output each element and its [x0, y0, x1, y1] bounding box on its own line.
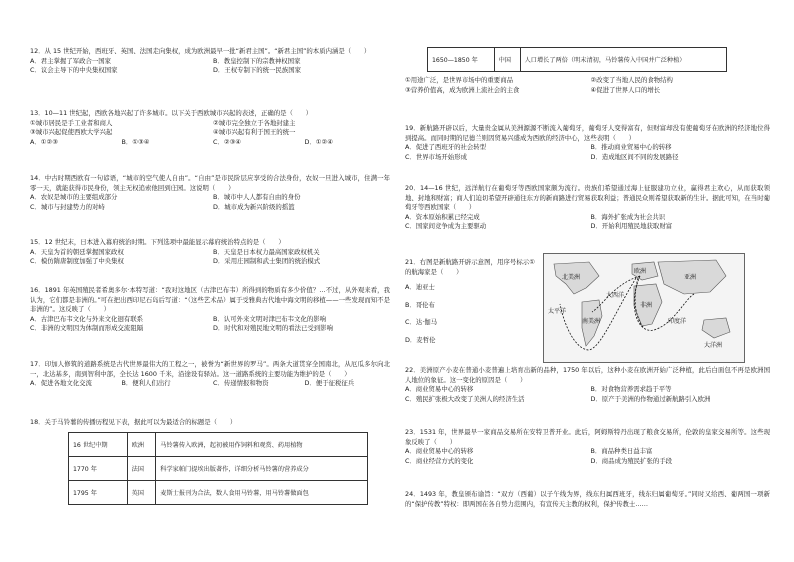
question-stem: 12．从 15 世纪开始，西班牙、英国、法国走向集权，成为欧洲最早一批“新君主国”。“新君主国”的本质内涵是（ ）: [30, 47, 371, 55]
option-b: B．天皇是日本权力最高国家政权机关: [213, 247, 320, 256]
option-b: B．①③④: [121, 137, 150, 146]
table-cell-event: 科学家帕门提埃出版著作，详细分析马铃薯的营养成分: [156, 457, 368, 481]
option-c: C．非洲的文明因为体制而形成交流阻隔: [30, 324, 144, 333]
map-label-europe: 欧洲: [634, 268, 647, 275]
question-16: [30, 286, 390, 334]
option-b: B．推动商业贸易中心的转移: [590, 143, 672, 152]
map-label-asia: 亚洲: [684, 274, 697, 281]
question-stem: 20．14—16 世纪，远洋航行在葡萄牙等西欧国家颇为流行。贵族们希望通过海上征服建功立业，赢得君主欢心，从而获取领地、封地和财富；商人们迫切希望开辟通往东方的新商路进行贸易获取利益；普通民众则希望获取新的生计。据此可知，在当时葡萄牙等西欧国家（ ）: [405, 184, 770, 212]
question-stem: 15．12 世纪末，日本进入幕府统治时期。下列选项中最能显示幕府统治特点的是（ ）: [30, 238, 285, 246]
option-c: C．达·伽马: [405, 318, 438, 327]
option-c: C．国家间竞争成为主要驱动: [405, 222, 487, 231]
question-stem: 21．右图是新航路开辟示意图，用序号标示①的航海家是（ ）: [405, 258, 535, 276]
option-c: C．世界市场开始形成: [405, 152, 467, 161]
potato-table-continued: [427, 47, 727, 72]
option-d: ④促进了世界人口的增长: [590, 85, 661, 94]
option-d: D．时代和对殖民地文明的看法已受到影响: [213, 324, 333, 333]
map-label-africa: 非洲: [640, 302, 653, 309]
statement-1: ①城市居民是手工业者和商人: [30, 118, 113, 127]
option-c: C．传递情报和物资: [213, 379, 269, 388]
table-cell-event: 马铃薯传入欧洲，起初被用作饲料和观赏、药用植物: [156, 433, 368, 457]
question-14: [30, 174, 390, 212]
new-sea-routes-map: [543, 253, 745, 363]
map-label-pacific-ocean: 太平洋: [548, 308, 567, 315]
table-cell-period: 1795 年: [69, 481, 128, 505]
statement-3: ③城市兴起促使西欧大学兴起: [30, 128, 113, 137]
option-b: B．哥伦布: [405, 300, 435, 309]
question-stem: 24．1493 年，教皇颁布谕旨：“双方（西葡）以子午线为界，线东归属西班牙，线东归属葡萄牙。”同时又给西、葡两国一项新的“保护传教”特权：即两国在各自势力范围内，有宣传天主教的权利，保护传教士……: [405, 490, 770, 508]
option-c: C．议会主导下的中央集权国家: [30, 66, 118, 75]
table-cell-event: 人口增长了两倍（明末清初，马铃薯传入中国并广泛种植）: [520, 48, 726, 72]
question-20: [405, 184, 770, 232]
option-b: ②改变了当地人民的食物结构: [590, 76, 673, 84]
table-cell-region: 法国: [127, 457, 156, 481]
option-a: A．古津巴布韦文化与外来文化迥有联系: [30, 314, 144, 323]
option-c: C．商业经营方式的变化: [405, 456, 474, 465]
question-18-options: [405, 76, 770, 95]
table-cell-region: 英国: [127, 481, 156, 505]
question-stem: 14．中古时期西欧有一句谚语，“城市的空气使人自由”。“自由”是市民阶层应享受的合法身份，农奴一旦进入城市，住满一年零一天，就能获得市民身份，领主无权追索他回到庄园。这说明（ ）: [30, 174, 390, 192]
option-d: D．采用庄园制和武士集团的统治模式: [213, 257, 321, 266]
option-a: A．资本原始积累已经完成: [405, 212, 480, 221]
table-cell-event: 麦斯士报刊为合法，数人食用马铃薯，用马铃薯做面包: [156, 481, 368, 505]
option-b: B．认可外来文明对津巴布韦文化的影响: [213, 314, 327, 323]
question-stem: 23．1531 年，世界最早一家商品交易所在安特卫普开业。此后，阿姆斯特丹出现了粮食交易所，伦敦的皇家交易所等。这些现象反映了（ ）: [405, 428, 770, 446]
option-c: C．殖民扩张极大改变了美洲人的经济生活: [405, 394, 525, 403]
table-row: [69, 481, 368, 505]
option-a: ①用途广泛，是世界市场中的重要商品: [405, 76, 513, 84]
question-stem: 19．新航路开辟以后，大量贵金属从美洲源源不断流入葡萄牙，葡萄牙人变得富有，但财富却没有使葡萄牙在欧洲的经济地位得到提高。而同时期的尼德兰则因贸易兴盛成为西欧的经济中心，这些表明（ ）: [405, 124, 770, 142]
option-b: B．城市中人人都有自由的身份: [213, 193, 301, 202]
question-stem: 22．美洲原产小麦在普通小麦普遍上培育出新的品种，1750 年以后，这种小麦在欧洲开始广泛种植，此后白面包不再是欧洲国人地位的象征。这一变化的原因是（ ）: [405, 366, 770, 384]
option-d: D．开始利用殖民地获取财富: [590, 222, 673, 231]
question-19: [405, 124, 770, 162]
option-b: B．海外扩张成为社会共识: [590, 212, 666, 221]
question-21: [405, 258, 535, 346]
option-d: D．麦哲伦: [405, 335, 436, 344]
option-d: D．商品成为殖民扩张的手段: [590, 456, 673, 465]
question-stem: 13．10—11 世纪起，西欧各地兴起了许多城市。以下关于西欧城市兴起的表述，正确的是（ ）: [30, 109, 313, 117]
question-23: [405, 428, 770, 466]
map-label-north-america: 北美洲: [562, 274, 581, 281]
option-a: A．商业贸易中心的转移: [405, 447, 474, 456]
question-17: [30, 360, 390, 389]
option-a: A．商业贸易中心的转移: [405, 385, 474, 394]
table-row: [69, 433, 368, 457]
question-13: [30, 109, 390, 147]
map-label-atlantic-ocean: 大西洋: [606, 292, 625, 299]
option-c: C．模仿隋唐制度加强了中央集权: [30, 257, 124, 266]
option-c: C．②③④: [213, 137, 242, 146]
question-15: [30, 238, 390, 267]
option-a: A．促进了西班牙的社会转型: [405, 143, 487, 152]
option-a: A．①②③: [30, 137, 58, 146]
question-18: [30, 418, 390, 428]
question-stem: 17．印加人修筑的道路系统是古代世界最伟大的工程之一，被誉为“新世界的罗马”。两条大道贯穿全国南北，从厄瓜多尔向北一，北达基多，南到智利中部，全长达 1600 千米，沿途设有驿站。这一道路系统的主要功能为维护的是（ ）: [30, 360, 390, 378]
option-d: D．王权专制下的统一民族国家: [213, 66, 301, 75]
question-stem: 16．1891 年英国殖民者希奥多尔·本特写道：“我对这地区（古津巴布韦）所得到的物质有多少价值？…不过，从外观来看，我认为，它们都是非洲的。”可在把出西印尼石岛后写道：“（这些艺术品）属于受雅典古代地中海文明的移植——一些发现而知不是非洲的”。这反映了（ ）: [30, 286, 390, 314]
option-d: D．①②④: [304, 137, 333, 146]
table-row: [428, 48, 727, 72]
option-d: D．便于征税征兵: [304, 379, 355, 388]
map-label-oceania: 大洋洲: [704, 342, 723, 349]
potato-spread-table: [68, 432, 368, 505]
option-a: A．农奴是城市的主要组成部分: [30, 193, 118, 202]
map-label-indian-ocean: 印度洋: [668, 318, 687, 325]
table-cell-region: 欧洲: [127, 433, 156, 457]
question-stem: 18．关于马铃薯的传播历程见下表，据此可以为最适合的标题是（ ）: [30, 418, 237, 426]
question-24: [405, 490, 770, 509]
option-d: D．城市成为新兴阶级的摇篮: [213, 202, 295, 211]
table-row: [69, 457, 368, 481]
option-d: D．原产于美洲的作物通过新航路引入欧洲: [590, 394, 711, 403]
statement-4: ④城市兴起有利于国王的统一: [213, 128, 296, 137]
option-b: B．商品种类日益丰富: [590, 447, 653, 456]
question-22: [405, 366, 770, 404]
table-cell-period: 1770 年: [69, 457, 128, 481]
table-cell-period: 1650—1850 年: [428, 48, 495, 72]
option-b: B．便利人们出行: [121, 379, 171, 388]
option-a: A．君主掌握了军政合一国家: [30, 56, 112, 65]
option-c: ③营养价值高，成为欧洲上流社会的主食: [405, 85, 520, 94]
option-b: B．教皇控制下的宗教神权国家: [213, 56, 301, 65]
option-a: A．天皇为首的朝廷掌握国家政权: [30, 247, 124, 256]
option-a: A．迪亚士: [405, 283, 435, 292]
question-12: [30, 47, 390, 76]
table-cell-period: 16 世纪中期: [69, 433, 128, 457]
option-b: B．对食物营养需求趋于平等: [590, 385, 672, 394]
table-cell-region: 中国: [494, 48, 520, 72]
option-c: C．城市与封建势力的对峙: [30, 202, 105, 211]
option-a: A．促进各地文化交流: [30, 379, 92, 388]
statement-2: ②城市完全独立于各地封建主: [213, 118, 296, 127]
option-d: D．造成地区间不同的发展路径: [590, 152, 679, 161]
map-label-south-america: 南美洲: [582, 318, 601, 325]
